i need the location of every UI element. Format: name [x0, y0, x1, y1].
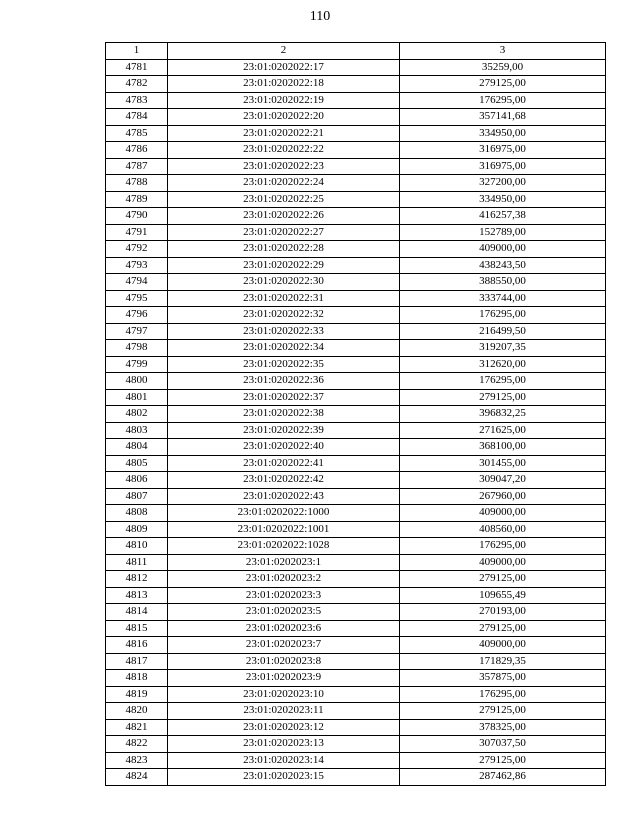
value-cell: 388550,00	[400, 274, 606, 291]
row-number-cell: 4823	[106, 752, 168, 769]
cadastral-number-cell: 23:01:0202022:38	[168, 406, 400, 423]
row-number-cell: 4821	[106, 719, 168, 736]
value-cell: 279125,00	[400, 389, 606, 406]
cadastral-number-cell: 23:01:0202022:20	[168, 109, 400, 126]
cadastral-number-cell: 23:01:0202022:37	[168, 389, 400, 406]
value-cell: 416257,38	[400, 208, 606, 225]
value-cell: 409000,00	[400, 241, 606, 258]
table-row	[106, 554, 606, 571]
cadastral-number-cell: 23:01:0202022:1028	[168, 538, 400, 555]
row-number-cell: 4800	[106, 373, 168, 390]
table-row	[106, 422, 606, 439]
value-cell: 176295,00	[400, 373, 606, 390]
value-cell: 279125,00	[400, 571, 606, 588]
row-number-cell: 4785	[106, 125, 168, 142]
table-row	[106, 290, 606, 307]
table-row	[106, 752, 606, 769]
value-cell: 319207,35	[400, 340, 606, 357]
value-cell: 378325,00	[400, 719, 606, 736]
table-row	[106, 175, 606, 192]
row-number-cell: 4781	[106, 59, 168, 76]
cadastral-number-cell: 23:01:0202022:17	[168, 59, 400, 76]
row-number-cell: 4796	[106, 307, 168, 324]
table-row	[106, 703, 606, 720]
value-cell: 216499,50	[400, 323, 606, 340]
cadastral-number-cell: 23:01:0202022:36	[168, 373, 400, 390]
table-row	[106, 191, 606, 208]
row-number-cell: 4798	[106, 340, 168, 357]
table-row	[106, 224, 606, 241]
value-cell: 316975,00	[400, 158, 606, 175]
cadastral-number-cell: 23:01:0202022:31	[168, 290, 400, 307]
value-cell: 334950,00	[400, 191, 606, 208]
value-cell: 279125,00	[400, 76, 606, 93]
column-header-3: 3	[400, 43, 606, 60]
row-number-cell: 4816	[106, 637, 168, 654]
data-table	[105, 42, 606, 786]
table-row	[106, 241, 606, 258]
table-row	[106, 406, 606, 423]
row-number-cell: 4824	[106, 769, 168, 786]
cadastral-number-cell: 23:01:0202022:30	[168, 274, 400, 291]
value-cell: 333744,00	[400, 290, 606, 307]
table-row	[106, 59, 606, 76]
table-row	[106, 505, 606, 522]
value-cell: 176295,00	[400, 307, 606, 324]
table-row	[106, 653, 606, 670]
row-number-cell: 4807	[106, 488, 168, 505]
row-number-cell: 4802	[106, 406, 168, 423]
cadastral-number-cell: 23:01:0202022:26	[168, 208, 400, 225]
row-number-cell: 4794	[106, 274, 168, 291]
table-row	[106, 158, 606, 175]
row-number-cell: 4814	[106, 604, 168, 621]
table-row	[106, 389, 606, 406]
row-number-cell: 4808	[106, 505, 168, 522]
cadastral-number-cell: 23:01:0202023:1	[168, 554, 400, 571]
row-number-cell: 4791	[106, 224, 168, 241]
value-cell: 279125,00	[400, 620, 606, 637]
row-number-cell: 4793	[106, 257, 168, 274]
cadastral-number-cell: 23:01:0202023:2	[168, 571, 400, 588]
table-row	[106, 769, 606, 786]
row-number-cell: 4818	[106, 670, 168, 687]
value-cell: 279125,00	[400, 703, 606, 720]
value-cell: 334950,00	[400, 125, 606, 142]
cadastral-number-cell: 23:01:0202023:15	[168, 769, 400, 786]
cadastral-number-cell: 23:01:0202023:12	[168, 719, 400, 736]
page-number: 110	[309, 9, 331, 24]
table-row	[106, 472, 606, 489]
value-cell: 287462,86	[400, 769, 606, 786]
table-row	[106, 736, 606, 753]
value-cell: 357141,68	[400, 109, 606, 126]
table-row	[106, 571, 606, 588]
cadastral-number-cell: 23:01:0202023:5	[168, 604, 400, 621]
cadastral-number-cell: 23:01:0202022:21	[168, 125, 400, 142]
table-row	[106, 92, 606, 109]
table-row	[106, 719, 606, 736]
value-cell: 270193,00	[400, 604, 606, 621]
cadastral-number-cell: 23:01:0202022:35	[168, 356, 400, 373]
column-header-1: 1	[106, 43, 168, 60]
column-header-2: 2	[168, 43, 400, 60]
table-row	[106, 274, 606, 291]
cadastral-number-cell: 23:01:0202022:32	[168, 307, 400, 324]
value-cell: 279125,00	[400, 752, 606, 769]
row-number-cell: 4801	[106, 389, 168, 406]
value-cell: 176295,00	[400, 538, 606, 555]
row-number-cell: 4811	[106, 554, 168, 571]
table-row	[106, 538, 606, 555]
row-number-cell: 4819	[106, 686, 168, 703]
cadastral-number-cell: 23:01:0202023:3	[168, 587, 400, 604]
table-row	[106, 109, 606, 126]
row-number-cell: 4790	[106, 208, 168, 225]
row-number-cell: 4806	[106, 472, 168, 489]
value-cell: 176295,00	[400, 686, 606, 703]
value-cell: 176295,00	[400, 92, 606, 109]
row-number-cell: 4822	[106, 736, 168, 753]
value-cell: 409000,00	[400, 554, 606, 571]
table-row	[106, 257, 606, 274]
table-body	[106, 59, 606, 785]
row-number-cell: 4804	[106, 439, 168, 456]
cadastral-number-cell: 23:01:0202023:10	[168, 686, 400, 703]
row-number-cell: 4799	[106, 356, 168, 373]
table-row	[106, 373, 606, 390]
table-row	[106, 439, 606, 456]
cadastral-number-cell: 23:01:0202022:39	[168, 422, 400, 439]
cadastral-number-cell: 23:01:0202023:6	[168, 620, 400, 637]
cadastral-number-cell: 23:01:0202022:1000	[168, 505, 400, 522]
value-cell: 171829,35	[400, 653, 606, 670]
value-cell: 109655,49	[400, 587, 606, 604]
row-number-cell: 4797	[106, 323, 168, 340]
row-number-cell: 4817	[106, 653, 168, 670]
value-cell: 307037,50	[400, 736, 606, 753]
row-number-cell: 4788	[106, 175, 168, 192]
row-number-cell: 4815	[106, 620, 168, 637]
table-row	[106, 488, 606, 505]
table-row	[106, 307, 606, 324]
table-row	[106, 521, 606, 538]
row-number-cell: 4809	[106, 521, 168, 538]
value-cell: 316975,00	[400, 142, 606, 159]
table-row	[106, 620, 606, 637]
table-row	[106, 670, 606, 687]
table-row	[106, 604, 606, 621]
cadastral-number-cell: 23:01:0202023:13	[168, 736, 400, 753]
row-number-cell: 4784	[106, 109, 168, 126]
cadastral-number-cell: 23:01:0202022:19	[168, 92, 400, 109]
table-row	[106, 356, 606, 373]
row-number-cell: 4789	[106, 191, 168, 208]
cadastral-number-cell: 23:01:0202023:11	[168, 703, 400, 720]
table-row	[106, 340, 606, 357]
row-number-cell: 4783	[106, 92, 168, 109]
table-row	[106, 686, 606, 703]
cadastral-number-cell: 23:01:0202022:1001	[168, 521, 400, 538]
table-row	[106, 455, 606, 472]
value-cell: 271625,00	[400, 422, 606, 439]
value-cell: 357875,00	[400, 670, 606, 687]
row-number-cell: 4782	[106, 76, 168, 93]
cadastral-number-cell: 23:01:0202022:34	[168, 340, 400, 357]
cadastral-number-cell: 23:01:0202022:24	[168, 175, 400, 192]
row-number-cell: 4820	[106, 703, 168, 720]
cadastral-number-cell: 23:01:0202023:8	[168, 653, 400, 670]
table-row	[106, 637, 606, 654]
cadastral-number-cell: 23:01:0202022:22	[168, 142, 400, 159]
row-number-cell: 4787	[106, 158, 168, 175]
value-cell: 438243,50	[400, 257, 606, 274]
value-cell: 267960,00	[400, 488, 606, 505]
value-cell: 396832,25	[400, 406, 606, 423]
value-cell: 327200,00	[400, 175, 606, 192]
row-number-cell: 4813	[106, 587, 168, 604]
cadastral-number-cell: 23:01:0202022:41	[168, 455, 400, 472]
row-number-cell: 4810	[106, 538, 168, 555]
cadastral-number-cell: 23:01:0202023:14	[168, 752, 400, 769]
cadastral-number-cell: 23:01:0202022:27	[168, 224, 400, 241]
table-header-row	[106, 43, 606, 60]
table-row	[106, 142, 606, 159]
cadastral-number-cell: 23:01:0202022:28	[168, 241, 400, 258]
value-cell: 301455,00	[400, 455, 606, 472]
cadastral-number-cell: 23:01:0202022:43	[168, 488, 400, 505]
cadastral-number-cell: 23:01:0202022:23	[168, 158, 400, 175]
table-row	[106, 587, 606, 604]
row-number-cell: 4786	[106, 142, 168, 159]
cadastral-number-cell: 23:01:0202023:9	[168, 670, 400, 687]
cadastral-number-cell: 23:01:0202022:18	[168, 76, 400, 93]
row-number-cell: 4805	[106, 455, 168, 472]
value-cell: 309047,20	[400, 472, 606, 489]
table-row	[106, 125, 606, 142]
row-number-cell: 4803	[106, 422, 168, 439]
value-cell: 368100,00	[400, 439, 606, 456]
row-number-cell: 4812	[106, 571, 168, 588]
value-cell: 409000,00	[400, 637, 606, 654]
value-cell: 409000,00	[400, 505, 606, 522]
cadastral-number-cell: 23:01:0202022:25	[168, 191, 400, 208]
row-number-cell: 4792	[106, 241, 168, 258]
value-cell: 408560,00	[400, 521, 606, 538]
cadastral-number-cell: 23:01:0202022:29	[168, 257, 400, 274]
row-number-cell: 4795	[106, 290, 168, 307]
value-cell: 152789,00	[400, 224, 606, 241]
table-row	[106, 323, 606, 340]
value-cell: 312620,00	[400, 356, 606, 373]
cadastral-number-cell: 23:01:0202022:42	[168, 472, 400, 489]
cadastral-number-cell: 23:01:0202022:33	[168, 323, 400, 340]
table-row	[106, 76, 606, 93]
cadastral-number-cell: 23:01:0202022:40	[168, 439, 400, 456]
value-cell: 35259,00	[400, 59, 606, 76]
table-row	[106, 208, 606, 225]
cadastral-number-cell: 23:01:0202023:7	[168, 637, 400, 654]
